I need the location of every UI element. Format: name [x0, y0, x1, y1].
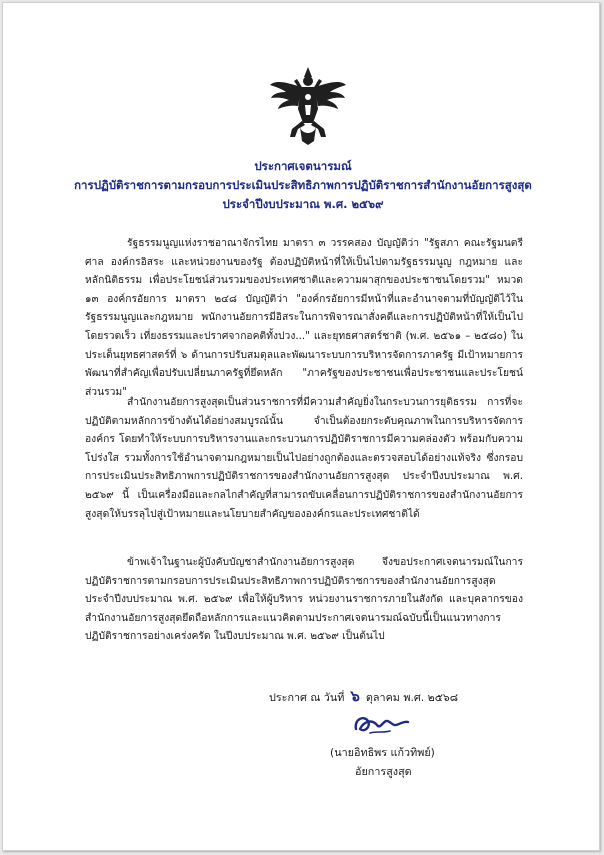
- announcement-title: ประกาศเจตนารมณ์: [254, 159, 352, 173]
- announcement-date: [269, 684, 458, 708]
- date-month-year: ตุลาคม พ.ศ. ๒๕๖๘: [365, 691, 459, 704]
- paragraph-1: [85, 234, 523, 401]
- fiscal-year: ประจำปีงบประมาณ พ.ศ. ๒๕๖๙: [222, 197, 384, 211]
- signer-name: (นายอิทธิพร แก้วทิพย์): [330, 746, 435, 759]
- document-page: [2, 2, 600, 851]
- announcement-subtitle: การปฏิบัติราชการตามกรอบการประเมินประสิทธิภาพการปฏิบัติราชการสำนักงานอัยการสูงสุด: [74, 178, 532, 192]
- date-day: ๖: [350, 687, 360, 705]
- signature-icon: [350, 711, 412, 739]
- signer-position: อัยการสูงสุด: [355, 765, 412, 778]
- paragraph-2: [85, 393, 523, 523]
- paragraph-1-text: รัฐธรรมนูญแห่งราชอาณาจักรไทย มาตรา ๓ วรรคสอง บัญญัติว่า "รัฐสภา คณะรัฐมนตรี ศาล องค์กรอิสระ และหน่วยงานของรัฐ ต้องปฏิบัติหน้าที่ให้เป็นไปตามรัฐธรรมนูญ กฎหมาย และหลักนิติธรรม เพื่อประโยชน์ส่วนรวมของประเทศชาติและความผาสุกของประชาชนโดยรวม" หมวด ๑๓ องค์กรอัยการ มาตรา ๒๔๘ บัญญัติว่า "องค์กรอัยการมีหน้าที่และอำนาจตามที่บัญญัติไว้ในรัฐธรรมนูญและกฎหมาย พนักงานอัยการมีอิสระในการพิจารณาสั่งคดีและการปฏิบัติหน้าที่ให้เป็นไปโดยรวดเร็ว เที่ยงธรรมและปราศจากอคติทั้งปวง..." และยุทธศาสตร์ชาติ (พ.ศ. ๒๕๖๑ – ๒๕๘๐) ในประเด็นยุทธศาสตร์ที่ ๖ ด้านการปรับสมดุลและพัฒนาระบบการบริหารจัดการภาครัฐ มีเป้าหมายการพัฒนาที่สำคัญเพื่อปรับเปลี่ยนภาครัฐที่ยึดหลัก "ภาครัฐของประชาชนเพื่อประชาชนและประโยชน์ส่วนรวม": [85, 237, 523, 398]
- paragraph-3-text: ข้าพเจ้าในฐานะผู้บังคับบัญชาสำนักงานอัยการสูงสุด จึงขอประกาศเจตนารมณ์ในการปฏิบัติราชการตามกรอบการประเมินประสิทธิภาพการปฏิบัติราชการของสำนักงานอัยการสูงสุด ประจำปีงบประมาณ พ.ศ. ๒๕๖๙ เพื่อให้ผู้บริหาร หน่วยงานราชการภายในสังกัด และบุคลากรของสำนักงานอัยการสูงสุดยึดถือหลักการและแนวคิดตามประกาศเจตนารมณ์ฉบับนี้เป็นแนวทางการปฏิบัติราชการอย่างเคร่งครัด ในปีงบประมาณ พ.ศ. ๒๕๖๙ เป็นต้นไป: [85, 556, 523, 643]
- paragraph-3: [85, 553, 523, 646]
- garuda-emblem-icon: [268, 65, 348, 147]
- date-prefix: ประกาศ ณ วันที่: [269, 691, 345, 704]
- paragraph-2-text: สำนักงานอัยการสูงสุดเป็นส่วนราชการที่มีความสำคัญยิ่งในกระบวนการยุติธรรม การที่จะปฏิบัติตามหลักการข้างต้นได้อย่างสมบูรณ์นั้น จำเป็นต้องยกระดับคุณภาพในการบริหารจัดการองค์กร โดยทำให้ระบบการบริหารงานและกระบวนการปฏิบัติราชการมีความคล่องตัว พร้อมกับความโปร่งใส รวมทั้งการใช้อำนาจตามกฎหมายเป็นไปอย่างถูกต้องและตรวจสอบได้อย่างแท้จริง ซึ่งกรอบการประเมินประสิทธิภาพการปฏิบัติราชการของสำนักงานอัยการสูงสุด ประจำปีงบประมาณ พ.ศ. ๒๕๖๙ นี้ เป็นเครื่องมือและกลไกสำคัญที่สามารถขับเคลื่อนการปฏิบัติราชการของสำนักงานอัยการสูงสุดให้บรรลุไปสู่เป้าหมายและนโยบายสำคัญขององค์กรและประเทศชาติได้: [85, 396, 523, 520]
